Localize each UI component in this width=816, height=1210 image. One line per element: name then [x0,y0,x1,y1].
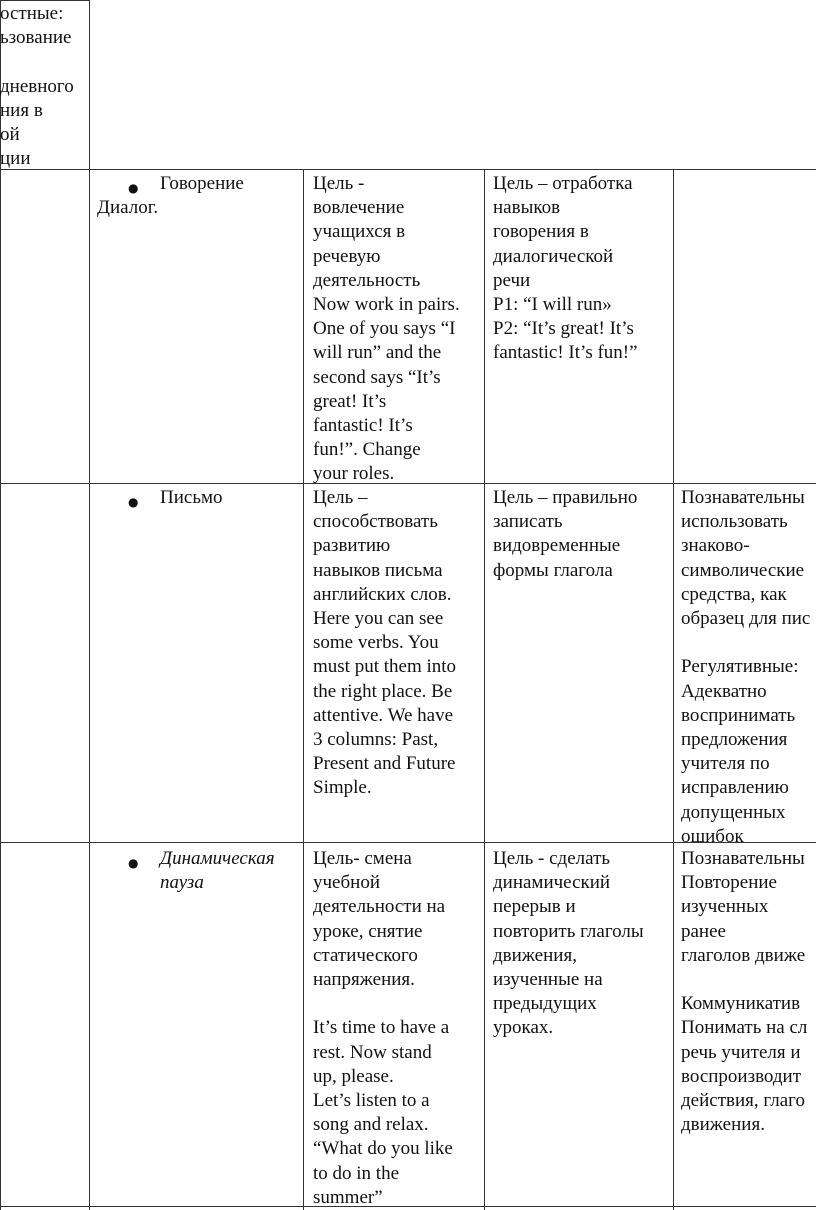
table-border-horizontal [0,169,816,170]
teacher-activity-cell: Цель – способствовать развитию навыков письма английских слов. Here you can see some verbs. You must put them into the right place. Be attentive. We have 3 columns: Past, Present and Future Simple. [313,487,457,799]
bullet-icon: ● [128,181,139,195]
bullet-icon: ● [128,495,139,509]
bullet-icon: ● [128,856,139,870]
row-stage-extra: Диалог. [97,197,159,218]
table-border-vertical [484,170,485,1210]
row-stage-label: Письмо [160,487,223,508]
teacher-activity-cell: Цель- смена учебной деятельности на уроке, снятие статического напряжения. It’s time to have a rest. Now stand up, please. Let’s listen to a song and relax. “What do you like to do in the summer” [313,848,453,1208]
table-border-vertical [0,0,1,1210]
student-activity-cell: Цель - сделать динамический перерыв и повторить глаголы движения, изученные на предыдущих уроках. [493,848,644,1039]
table-border-vertical [89,0,90,1210]
uud-cell: Познавательны Повторение изученных ранее глаголов движе Коммуникатив Понимать на сл речь учителя и воспроизводит действия, глаго движения. [681,848,808,1136]
uud-cell: Познавательны использовать знаково- символические средства, как образец для пис Регулятивные: Адекватно воспринимать предложения учителя по исправлению допущенных ошибок [681,487,811,847]
top-left-cell-text: остные: ьзование дневного ния в ой ции [0,3,74,170]
student-activity-cell: Цель – отработка навыков говорения в диалогической речи P1: “I will run» P2: “It’s great! It’s fantastic! It’s fun!” [493,173,638,364]
student-activity-cell: Цель – правильно записать видовременные формы глагола [493,487,638,581]
table-border-horizontal [0,0,89,1]
row-stage-label: Говорение [160,173,244,194]
table-border-vertical [303,170,304,1210]
teacher-activity-cell: Цель - вовлечение учащихся в речевую деятельность Now work in pairs. One of you says “I will run” and the second says “It’s great! It’s fantastic! It’s fun!”. Change your roles. [313,173,460,485]
row-stage-label: Динамическая пауза [160,848,275,894]
table-border-vertical [673,170,674,1210]
